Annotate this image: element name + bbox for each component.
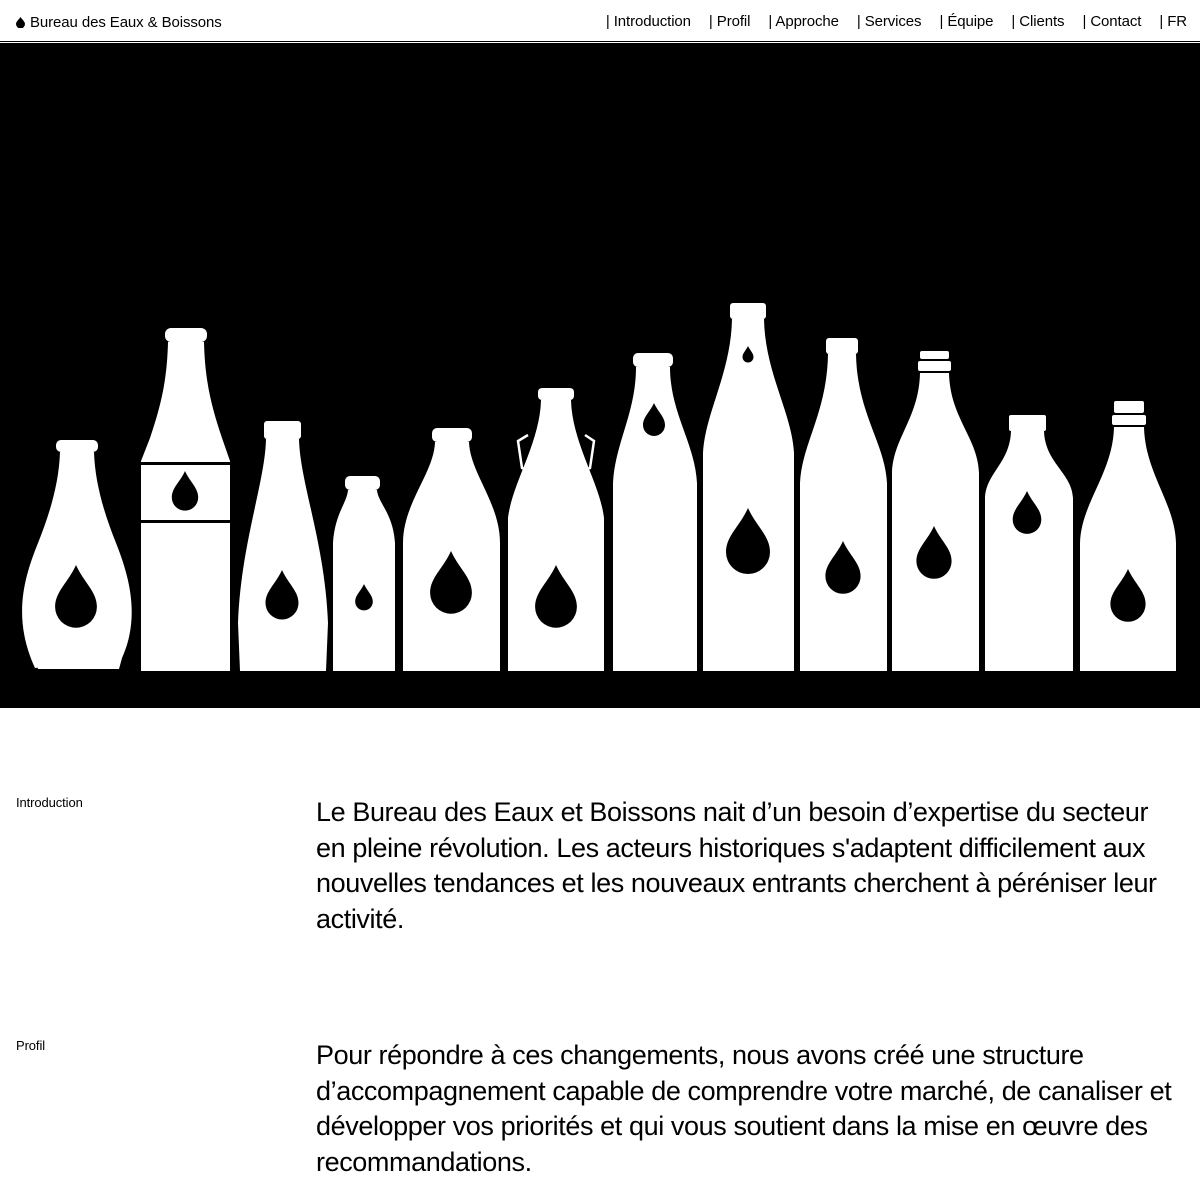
profil-section-label: Profil (16, 1038, 46, 1053)
bottles-illustration (0, 43, 1200, 708)
brand-logo-link[interactable] (16, 13, 222, 31)
bottle-12 (1080, 401, 1176, 671)
bottle-7 (613, 353, 697, 671)
nav-services[interactable]: | Services (857, 13, 922, 30)
nav-clients[interactable]: | Clients (1011, 13, 1064, 30)
introduction-section-label: Introduction (16, 795, 83, 810)
bottle-9 (800, 338, 887, 671)
brand-name: Bureau des Eaux & Boissons (30, 13, 222, 31)
nav-approche[interactable]: | Approche (768, 13, 838, 30)
nav-contact[interactable]: | Contact (1082, 13, 1141, 30)
introduction-text: Le Bureau des Eaux et Boissons nait d’un besoin d’expertise du secteur en pleine révolution. Les acteurs historiques s'adaptent difficilement aux nouvelles tendances et les nouveaux entrants cherchent à péréniser leur activité. (316, 797, 1157, 934)
profil-text: Pour répondre à ces changements, nous avons créé une structure d’accompagnement capable de comprendre votre marché, de canaliser et développer vos priorités et qui vous soutient dans la mise en œuvre des recommandations. (316, 1040, 1172, 1177)
bottle-5 (403, 428, 500, 671)
bottle-10 (892, 351, 979, 671)
language-switch[interactable]: | FR (1159, 13, 1187, 30)
nav-equipe[interactable]: | Équipe (939, 13, 993, 30)
top-navigation-bar (0, 0, 1200, 42)
bottle-4 (333, 476, 395, 671)
bottle-11 (985, 415, 1073, 671)
nav-introduction[interactable]: | Introduction (606, 13, 691, 30)
main-nav (606, 13, 1187, 30)
bottle-3 (238, 421, 328, 671)
nav-profil[interactable]: | Profil (709, 13, 750, 30)
drop-icon (16, 17, 25, 28)
hero-banner (0, 43, 1200, 708)
bottle-6 (508, 388, 604, 671)
bottle-1 (22, 440, 132, 669)
